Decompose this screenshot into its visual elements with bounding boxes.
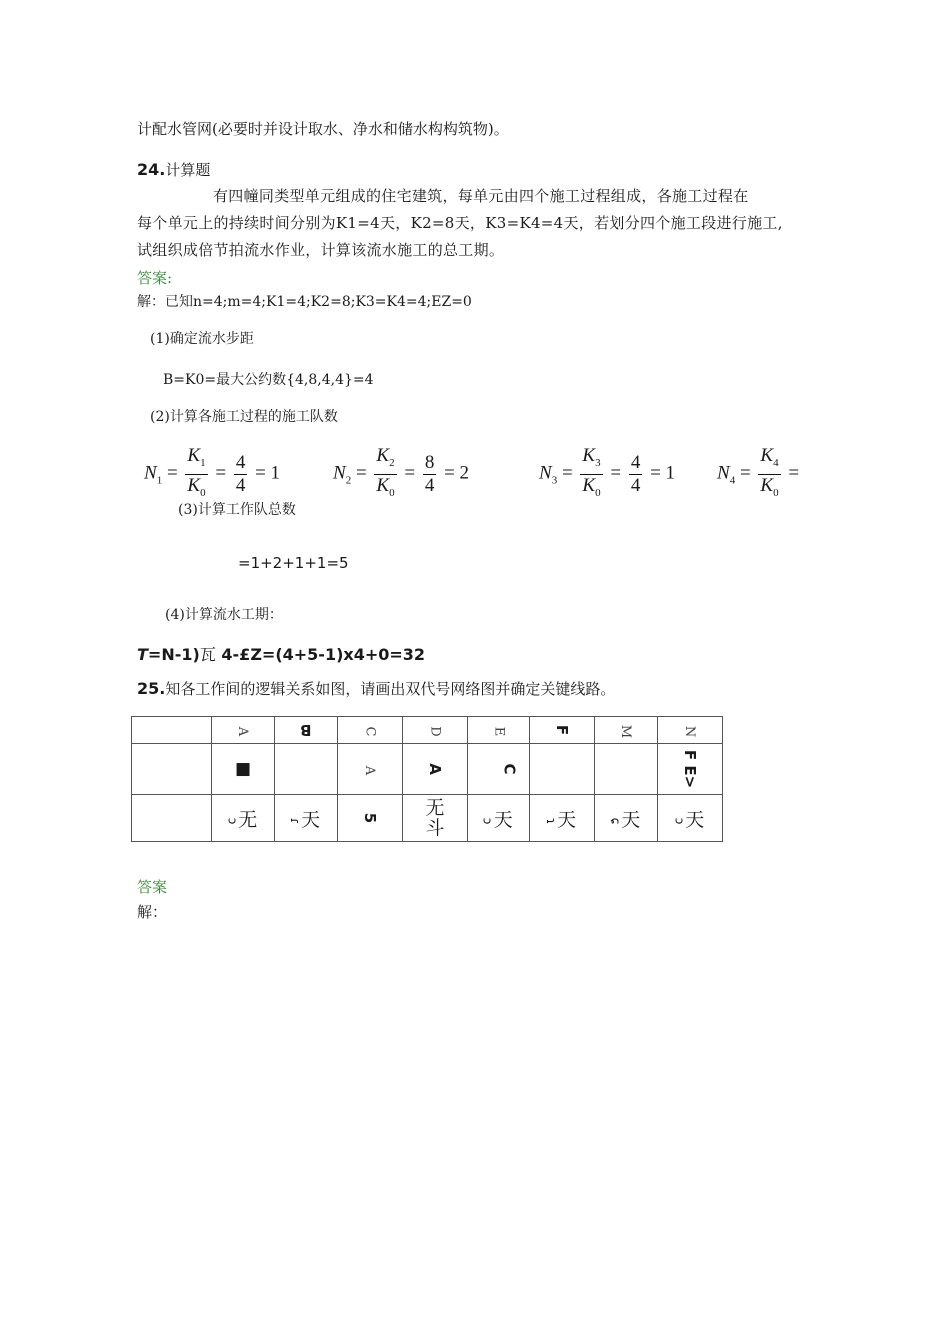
dur-cell-c: 5 xyxy=(338,795,403,842)
q24-answer-label: 答案: xyxy=(137,269,173,287)
dur-cell-e: ɔ天 xyxy=(468,795,530,842)
logic-table xyxy=(131,716,723,842)
q24-total-formula: T=N-1)瓦 4-£Z=(4+5-1)x4+0=32 xyxy=(137,645,426,664)
dur-cell-a: ɔ无 xyxy=(212,795,275,842)
header-cell-e: E xyxy=(468,717,530,744)
pred-cell-e: C xyxy=(468,744,530,795)
pred-cell-n: F E> xyxy=(658,744,723,795)
header-cell-m: M xyxy=(595,717,658,744)
dur-cell-n: ɔ天 xyxy=(658,795,723,842)
q25-heading xyxy=(137,679,615,699)
pred-cell-f xyxy=(530,744,595,795)
header-cell-d: D xyxy=(403,717,468,744)
q25-answer-label: 答案 xyxy=(137,878,168,896)
q24-step4: (4)计算流水工期： xyxy=(165,607,283,623)
q24-step3-formula: =1+2+1+1=5 xyxy=(238,554,349,572)
header-cell-f: F xyxy=(530,717,595,744)
formula-n4: $N_4$ = $\frac{K_4}{K_0}$ = xyxy=(717,445,800,499)
dur-cell-b: ɾ天 xyxy=(275,795,338,842)
dur-cell-f: ɿ天 xyxy=(530,795,595,842)
header-cell-empty xyxy=(132,717,212,744)
q24-body-line1: 有四幢同类型单元组成的住宅建筑，每单元由四个施工过程组成，各施工过程在 xyxy=(213,187,749,205)
pred-cell-c: A xyxy=(338,744,403,795)
q24-solution-line: 解：已知n=4;m=4;K1=4;K2=8;K3=K4=4;EZ=0 xyxy=(137,294,472,310)
formula-n1: $N_1$ = $\frac{K_1}{K_0}$ = $\frac{4}{4}$ = 1 xyxy=(144,445,281,499)
header-cell-b: B xyxy=(275,717,338,744)
header-cell-n: N xyxy=(658,717,723,744)
table-row-header xyxy=(132,717,723,744)
q24-title: 计算题 xyxy=(165,161,211,179)
q25-solution-label: 解： xyxy=(137,903,168,921)
header-cell-a: A xyxy=(212,717,275,744)
table-row-durations xyxy=(132,795,723,842)
q24-step2: (2)计算各施工过程的施工队数 xyxy=(150,409,338,425)
pred-cell-m xyxy=(595,744,658,795)
dur-cell-d: 无斗 xyxy=(403,795,468,842)
formula-n2: $N_2$ = $\frac{K_2}{K_0}$ = $\frac{8}{4}$ = 2 xyxy=(333,445,470,499)
q25-title: 知各工作间的逻辑关系如图，请画出双代号网络图并确定关键线路。 xyxy=(165,680,616,698)
pred-cell-d: A xyxy=(403,744,468,795)
q24-heading xyxy=(137,160,210,180)
q24-body-line2: 每个单元上的持续时间分别为K1=4天，K2=8天，K3=K4=4天，若划分四个施工段进行施工, xyxy=(137,214,783,232)
q24-body-line3: 试组织成倍节拍流水作业，计算该流水施工的总工期。 xyxy=(137,241,505,259)
table-row-predecessors xyxy=(132,744,723,795)
intro-line: 计配水管网(必要时并设计取水、净水和储水构构筑物)。 xyxy=(137,120,509,138)
formula-n3: $N_3$ = $\frac{K_3}{K_0}$ = $\frac{4}{4}$ = 1 xyxy=(539,445,676,499)
q24-step1-formula: B=K0=最大公约数{4,8,4,4}=4 xyxy=(163,372,374,388)
header-cell-c: C xyxy=(338,717,403,744)
q24-step1: (1)确定流水步距 xyxy=(150,331,254,347)
pred-cell-b xyxy=(275,744,338,795)
q24-number: 24. xyxy=(137,160,166,179)
pred-cell-a: ■ xyxy=(212,744,275,795)
q24-step3: (3)计算工作队总数 xyxy=(178,502,296,518)
pred-cell-label xyxy=(132,744,212,795)
dur-cell-m: ɕ天 xyxy=(595,795,658,842)
dur-cell-label xyxy=(132,795,212,842)
q25-number: 25. xyxy=(137,679,166,698)
